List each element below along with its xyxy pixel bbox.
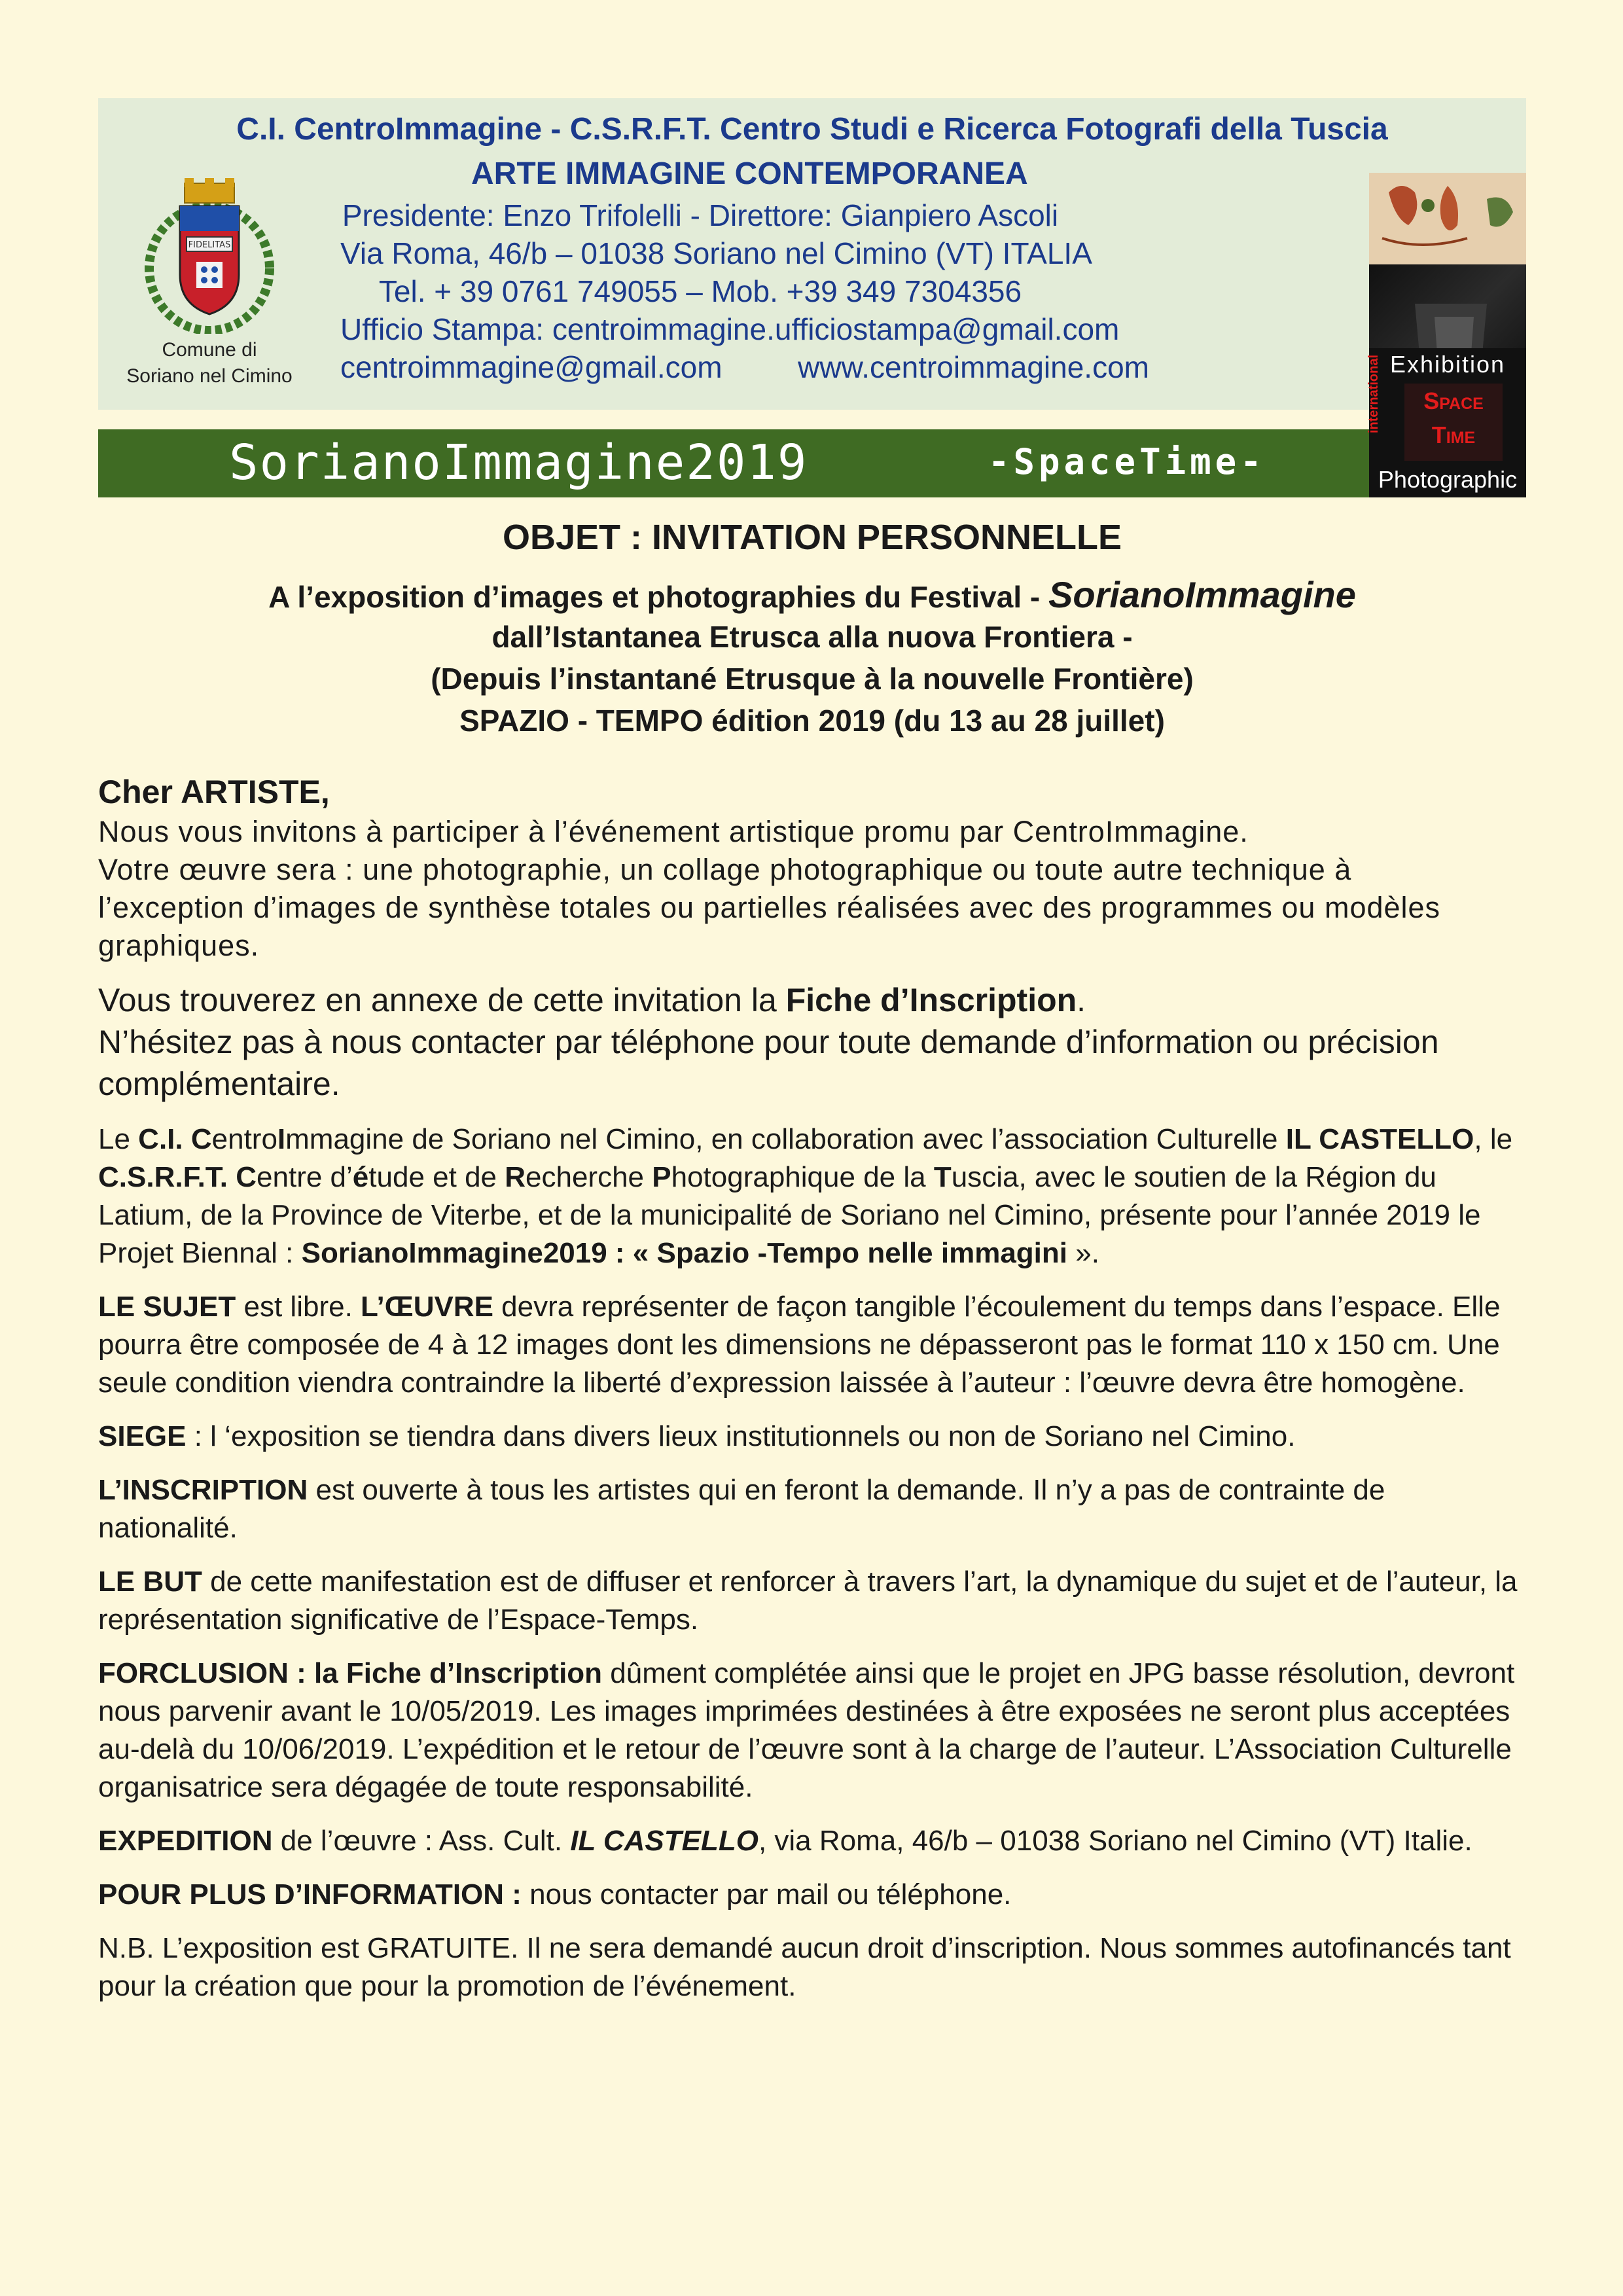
project-name: SorianoImmagine2019 : « Spazio -Tempo nelle immagini	[301, 1237, 1067, 1269]
deadline-heading: FORCLUSION : la Fiche d’Inscription	[98, 1657, 603, 1689]
venue-heading: SIEGE	[98, 1420, 187, 1452]
logo-international: international	[1366, 354, 1381, 433]
title-line-3: (Depuis l’instantané Etrusque à la nouvelle Frontière)	[431, 662, 1194, 696]
crest-caption-line1: Comune di	[162, 339, 257, 361]
deadline-paragraph	[98, 1655, 1526, 1806]
title-line-2: dall’Istantanea Etrusca alla nuova Frontiera -	[491, 620, 1133, 654]
organization-tagline: ARTE IMMAGINE CONTEMPORANEA	[471, 156, 1028, 191]
pres-bold: C.I. C	[138, 1123, 212, 1155]
info-text: nous contacter par mail ou téléphone.	[521, 1878, 1012, 1910]
municipal-crest-icon	[144, 177, 275, 334]
pres-bold: C.S.R.F.T. C	[98, 1161, 257, 1193]
pres-text: , le	[1474, 1123, 1513, 1155]
festival-banner	[98, 429, 1369, 497]
document-subject: OBJET : INVITATION PERSONNELLE	[502, 518, 1122, 557]
pres-bold: P	[652, 1161, 671, 1193]
organization-name: C.I. CentroImmagine - C.S.R.F.T. Centro Studi e Ricerca Fotografi della Tuscia	[236, 112, 1388, 147]
info-paragraph	[98, 1876, 1526, 1914]
pres-text: entro	[211, 1123, 277, 1155]
pres-bold: I	[277, 1123, 286, 1155]
directors-line: Presidente: Enzo Trifolelli - Direttore: Gianpiero Ascoli	[342, 198, 1059, 232]
venue-paragraph	[98, 1418, 1526, 1456]
goal-heading: LE BUT	[98, 1566, 202, 1598]
presentation-paragraph	[98, 1121, 1526, 1272]
pres-text: Le	[98, 1123, 139, 1155]
subject-paragraph	[98, 1288, 1526, 1402]
subject-text: est libre.	[236, 1291, 361, 1323]
logo-exhibition: Exhibition	[1389, 351, 1506, 378]
email-link[interactable]: centroimmagine@gmail.com	[340, 350, 722, 384]
pres-text: echerche	[526, 1161, 652, 1193]
logo-photographic: Photographic	[1378, 466, 1518, 493]
pres-text: uscia, avec le soutien de la Région du Latium, de la Province de Viterbe, et de la municipalité de Soriano nel Cimino, présente pour l’année 2019 le Projet Biennal :	[98, 1161, 1481, 1269]
annex-form-name: Fiche d’Inscription	[785, 982, 1077, 1018]
annex-text: Vous trouverez en annexe de cette invitation la	[98, 982, 786, 1018]
shipping-text: de l’œuvre : Ass. Cult.	[272, 1825, 571, 1857]
goal-text: de cette manifestation est de diffuser et renforcer à travers l’art, la dynamique du sujet et de l’auteur, la représentation significative de l’Espace-Temps.	[98, 1566, 1518, 1636]
intro-paragraph-1: Nous vous invitons à participer à l’événement artistique promu par CentroImmagine.	[98, 815, 1249, 848]
registration-paragraph	[98, 1471, 1526, 1547]
letter-body	[98, 771, 1526, 2005]
subject-heading: LE SUJET	[98, 1291, 236, 1323]
press-office-line: Ufficio Stampa: centroimmagine.ufficiostampa@gmail.com	[340, 312, 1120, 346]
festival-subtitle: -SpaceTime-	[988, 441, 1266, 482]
title-line-4: SPAZIO - TEMPO édition 2019 (du 13 au 28 juillet)	[459, 704, 1165, 738]
crest-caption	[105, 337, 314, 389]
work-text: devra représenter de façon tangible l’écoulement du temps dans l’espace. Elle pourra être composée de 4 à 12 images dont les dimensions ne dépasseront pas le format 110 x 150 cm. Une seule condition viendra contraindre la liberté d’expression laissée à l’auteur : l’œuvre devra être homogène.	[98, 1291, 1501, 1399]
venue-text: : l ‘exposition se tiendra dans divers lieux institutionnels ou non de Soriano nel Cimino.	[186, 1420, 1296, 1452]
phone-line: Tel. + 39 0761 749055 – Mob. +39 349 7304356	[378, 274, 1022, 308]
pres-bold: R	[505, 1161, 526, 1193]
etruscan-fresco-icon	[1369, 173, 1526, 264]
shipping-heading: EXPEDITION	[98, 1825, 273, 1857]
registration-heading: L’INSCRIPTION	[98, 1474, 308, 1506]
pres-bold: IL CASTELLO	[1285, 1123, 1474, 1155]
address-line: Via Roma, 46/b – 01038 Soriano nel Cimino (VT) ITALIA	[340, 236, 1092, 270]
title-line-1	[98, 573, 1526, 616]
crest-caption-line2: Soriano nel Cimino	[126, 365, 293, 387]
crest-motto: FIDELITAS	[188, 240, 231, 250]
title-festival-name: SorianoImmagine	[1048, 574, 1356, 615]
festival-title: SorianoImmagine2019	[229, 435, 808, 491]
website-link[interactable]: www.centroimmagine.com	[798, 350, 1149, 384]
nb-paragraph: N.B. L’exposition est GRATUITE. Il ne sera demandé aucun droit d’inscription. Nous sommes autofinancés tant pour la création que pour la promotion de l’événement.	[98, 1932, 1511, 2002]
pres-text: hotographique de la	[671, 1161, 934, 1193]
pres-text: entre d’	[257, 1161, 353, 1193]
intro-paragraph-2: Votre œuvre sera : une photographie, un collage photographique ou toute autre technique à l’exception d’images de synthèse totales ou partielles réalisées avec des programmes ou modèles graphiques.	[98, 853, 1441, 962]
pres-text: ».	[1067, 1237, 1099, 1269]
shipping-address: , via Roma, 46/b – 01038 Soriano nel Cimino (VT) Italie.	[758, 1825, 1472, 1857]
work-heading: L’ŒUVRE	[361, 1291, 493, 1323]
pres-text: tude et de	[368, 1161, 505, 1193]
title-line-1-text: A l’exposition d’images et photographies du Festival -	[268, 580, 1049, 614]
pres-text: mmagine de Soriano nel Cimino, en collaboration avec l’association Culturelle	[285, 1123, 1286, 1155]
logo-space: Space	[1423, 387, 1484, 414]
annex-paragraph	[98, 979, 1526, 1021]
salutation: Cher ARTISTE,	[98, 774, 330, 810]
goal-paragraph	[98, 1563, 1526, 1639]
pres-bold: T	[933, 1161, 952, 1193]
contact-paragraph: N’hésitez pas à nous contacter par téléphone pour toute demande d’information ou précision complémentaire.	[98, 1024, 1439, 1102]
pres-bold: é	[352, 1161, 369, 1193]
info-heading: POUR PLUS D’INFORMATION :	[98, 1878, 522, 1910]
deadline-text: dûment complétée ainsi que le projet en JPG basse résolution, devront nous parvenir avant le 10/05/2019. Les images imprimées destinées à être exposées ne seront plus acceptées au-delà du 10/06/2019. L’expédition et le retour de l’œuvre sont à la charge de l’auteur. L’Association Culturelle organisatrice sera dégagée de toute responsabilité.	[98, 1657, 1515, 1803]
annex-period: .	[1077, 982, 1086, 1018]
spacetime-logo	[1366, 348, 1526, 497]
registration-text: est ouverte à tous les artistes qui en feront la demande. Il n’y a pas de contrainte de nationalité.	[98, 1474, 1385, 1544]
contact-line	[340, 350, 1149, 385]
shipping-paragraph	[98, 1822, 1526, 1860]
shipping-association: IL CASTELLO	[570, 1825, 758, 1857]
logo-time: Time	[1431, 422, 1476, 448]
letterhead	[98, 98, 1526, 410]
